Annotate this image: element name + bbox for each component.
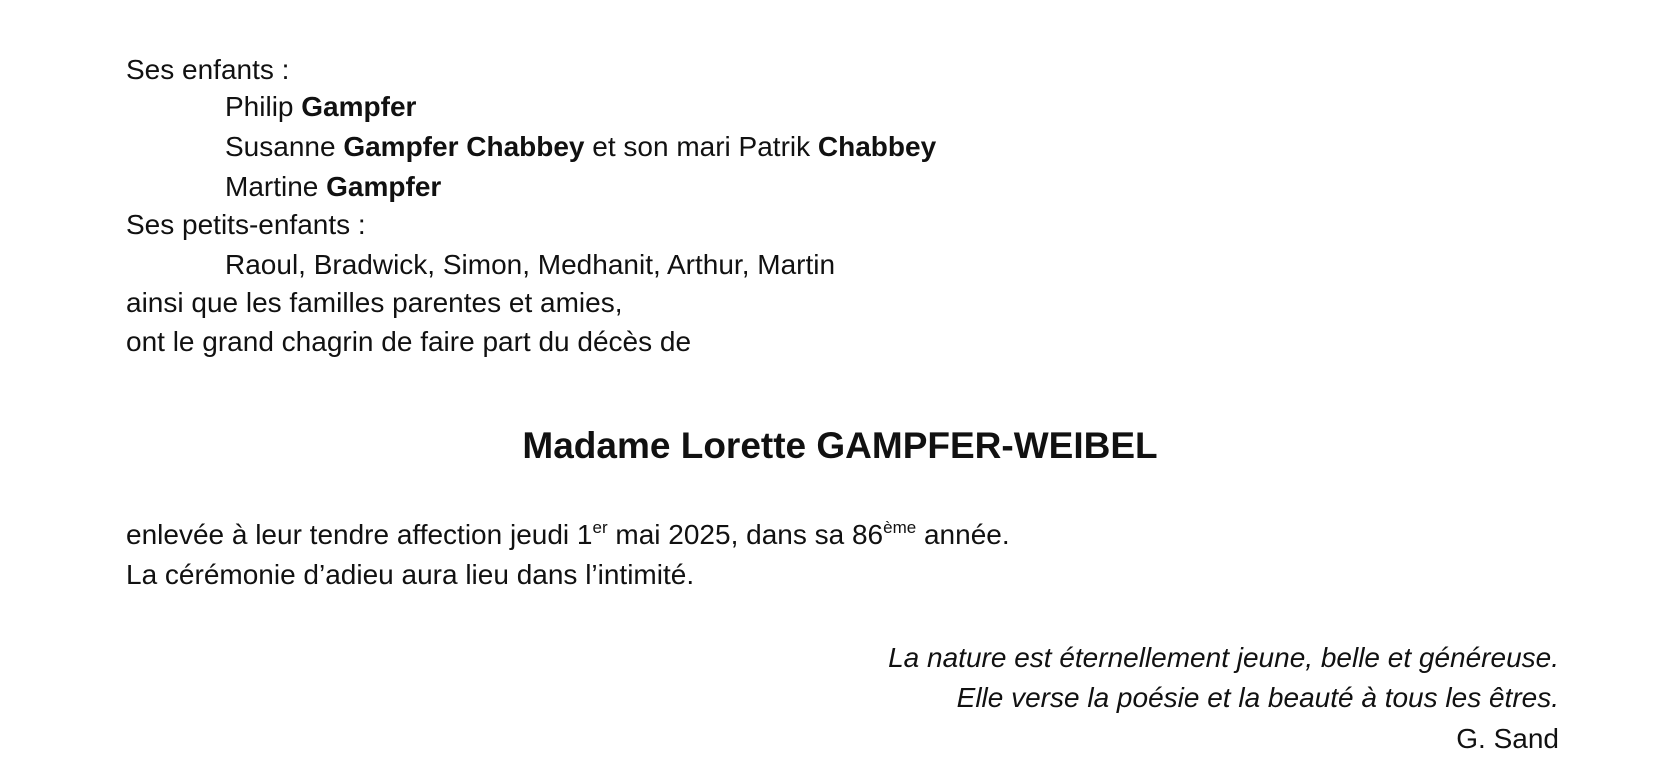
child-first-name: Philip <box>225 91 302 122</box>
spouse-last-name: Chabbey <box>817 131 937 162</box>
death-text-start: enlevée à leur tendre affection jeudi 1 <box>126 519 593 550</box>
quote-line-2: Elle verse la poésie et la beauté à tous les êtres. <box>956 682 1559 713</box>
ordinal-superscript: ème <box>883 518 917 537</box>
grandchildren-heading: Ses petits-enfants : <box>126 209 366 240</box>
death-details <box>126 518 1010 552</box>
child-entry-1 <box>225 90 416 124</box>
death-text-middle: mai 2025, dans sa 86 <box>607 519 884 550</box>
child-last-name: Gampfer Chabbey <box>343 131 585 162</box>
quote-author: G. Sand <box>1456 723 1559 754</box>
death-text-end: année. <box>916 519 1010 550</box>
child-first-name: Martine <box>225 171 327 202</box>
child-entry-3 <box>225 170 441 204</box>
ordinal-superscript: er <box>592 518 608 537</box>
spouse-text: et son mari Patrik <box>584 131 818 162</box>
announcement-line: ont le grand chagrin de faire part du décès de <box>126 326 692 357</box>
deceased-name: Madame Lorette GAMPFER-WEIBEL <box>522 425 1158 466</box>
child-last-name: Gampfer <box>301 91 417 122</box>
children-heading: Ses enfants : <box>126 54 290 85</box>
child-first-name: Susanne <box>225 131 344 162</box>
quote-line-1: La nature est éternellement jeune, belle et généreuse. <box>888 642 1559 673</box>
child-last-name: Gampfer <box>326 171 442 202</box>
ceremony-line: La cérémonie d’adieu aura lieu dans l’intimité. <box>126 559 695 590</box>
child-entry-2 <box>225 130 936 164</box>
grandchildren-names: Raoul, Bradwick, Simon, Medhanit, Arthur, Martin <box>225 249 836 280</box>
relatives-line: ainsi que les familles parentes et amies, <box>126 287 623 318</box>
